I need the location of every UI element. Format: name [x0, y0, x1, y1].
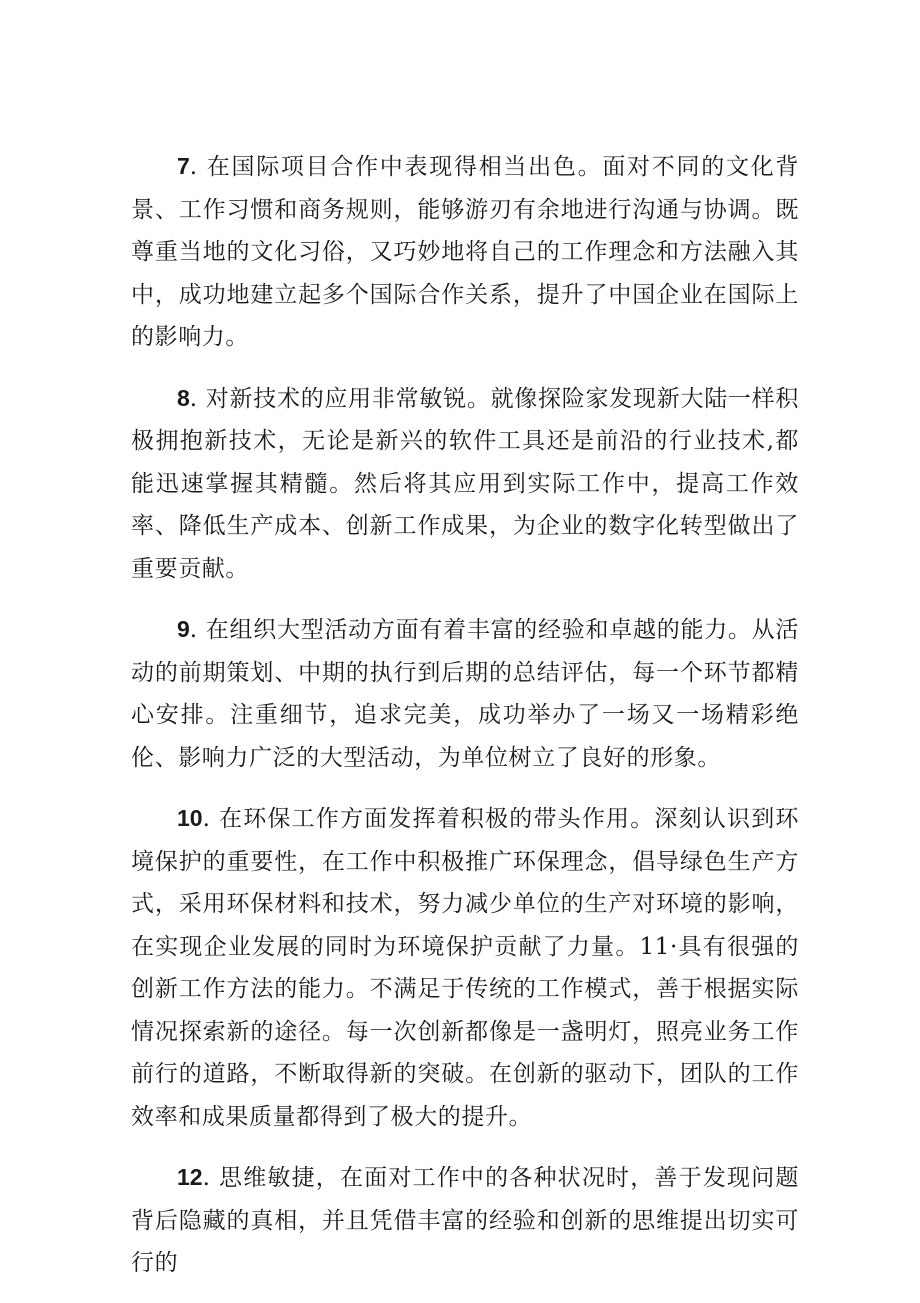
paragraph-text: . 在组织大型活动方面有着丰富的经验和卓越的能力。从活动的前期策划、中期的执行到后期的总结评估，每一个环节都精心安排。注重细节，追求完美，成功举办了一场又一场精彩绝伦、影响力广泛的大型活动，为单位树立了良好的形象。	[131, 617, 799, 771]
paragraph-number: 10	[177, 805, 203, 831]
paragraph-7	[131, 145, 799, 359]
paragraph-number: 8	[177, 384, 190, 411]
paragraph-12	[131, 1156, 799, 1285]
paragraph-text: . 在国际项目合作中表现得相当出色。面对不同的文化背景、工作习惯和商务规则，能够游刃有余地进行沟通与协调。既尊重当地的文化习俗，又巧妙地将自己的工作理念和方法融入其中，成功地建立起多个国际合作关系，提升了中国企业在国际上的影响力。	[131, 154, 799, 350]
paragraph-text: . 思维敏捷，在面对工作中的各种状况时，善于发现问题背后隐藏的真相，并且凭借丰富的经验和创新的思维提出切实可行的	[131, 1165, 799, 1276]
document-body	[131, 145, 799, 1303]
paragraph-10	[131, 797, 799, 1138]
paragraph-text: . 对新技术的应用非常敏锐。就像探险家发现新大陆一样积极拥抱新技术，无论是新兴的软件工具还是前沿的行业技术,都能迅速掌握其精髓。然后将其应用到实际工作中，提高工作效率、降低生产成本、创新工作成果，为企业的数字化转型做出了重要贡献。	[131, 385, 799, 582]
paragraph-number: 12	[177, 1164, 203, 1190]
paragraph-9	[131, 608, 799, 779]
paragraph-number: 7	[177, 153, 190, 179]
paragraph-8	[131, 377, 799, 591]
paragraph-number: 9	[177, 616, 190, 642]
paragraph-text: . 在环保工作方面发挥着积极的带头作用。深刻认识到环境保护的重要性，在工作中积极推广环保理念，倡导绿色生产方式，采用环保材料和技术，努力减少单位的生产对环境的影响，在实现企业发展的同时为环境保护贡献了力量。11·具有很强的创新工作方法的能力。不满足于传统的工作模式，善于根据实际情况探索新的途径。每一次创新都像是一盏明灯，照亮业务工作前行的道路，不断取得新的突破。在创新的驱动下，团队的工作效率和成果质量都得到了极大的提升。	[131, 806, 799, 1130]
